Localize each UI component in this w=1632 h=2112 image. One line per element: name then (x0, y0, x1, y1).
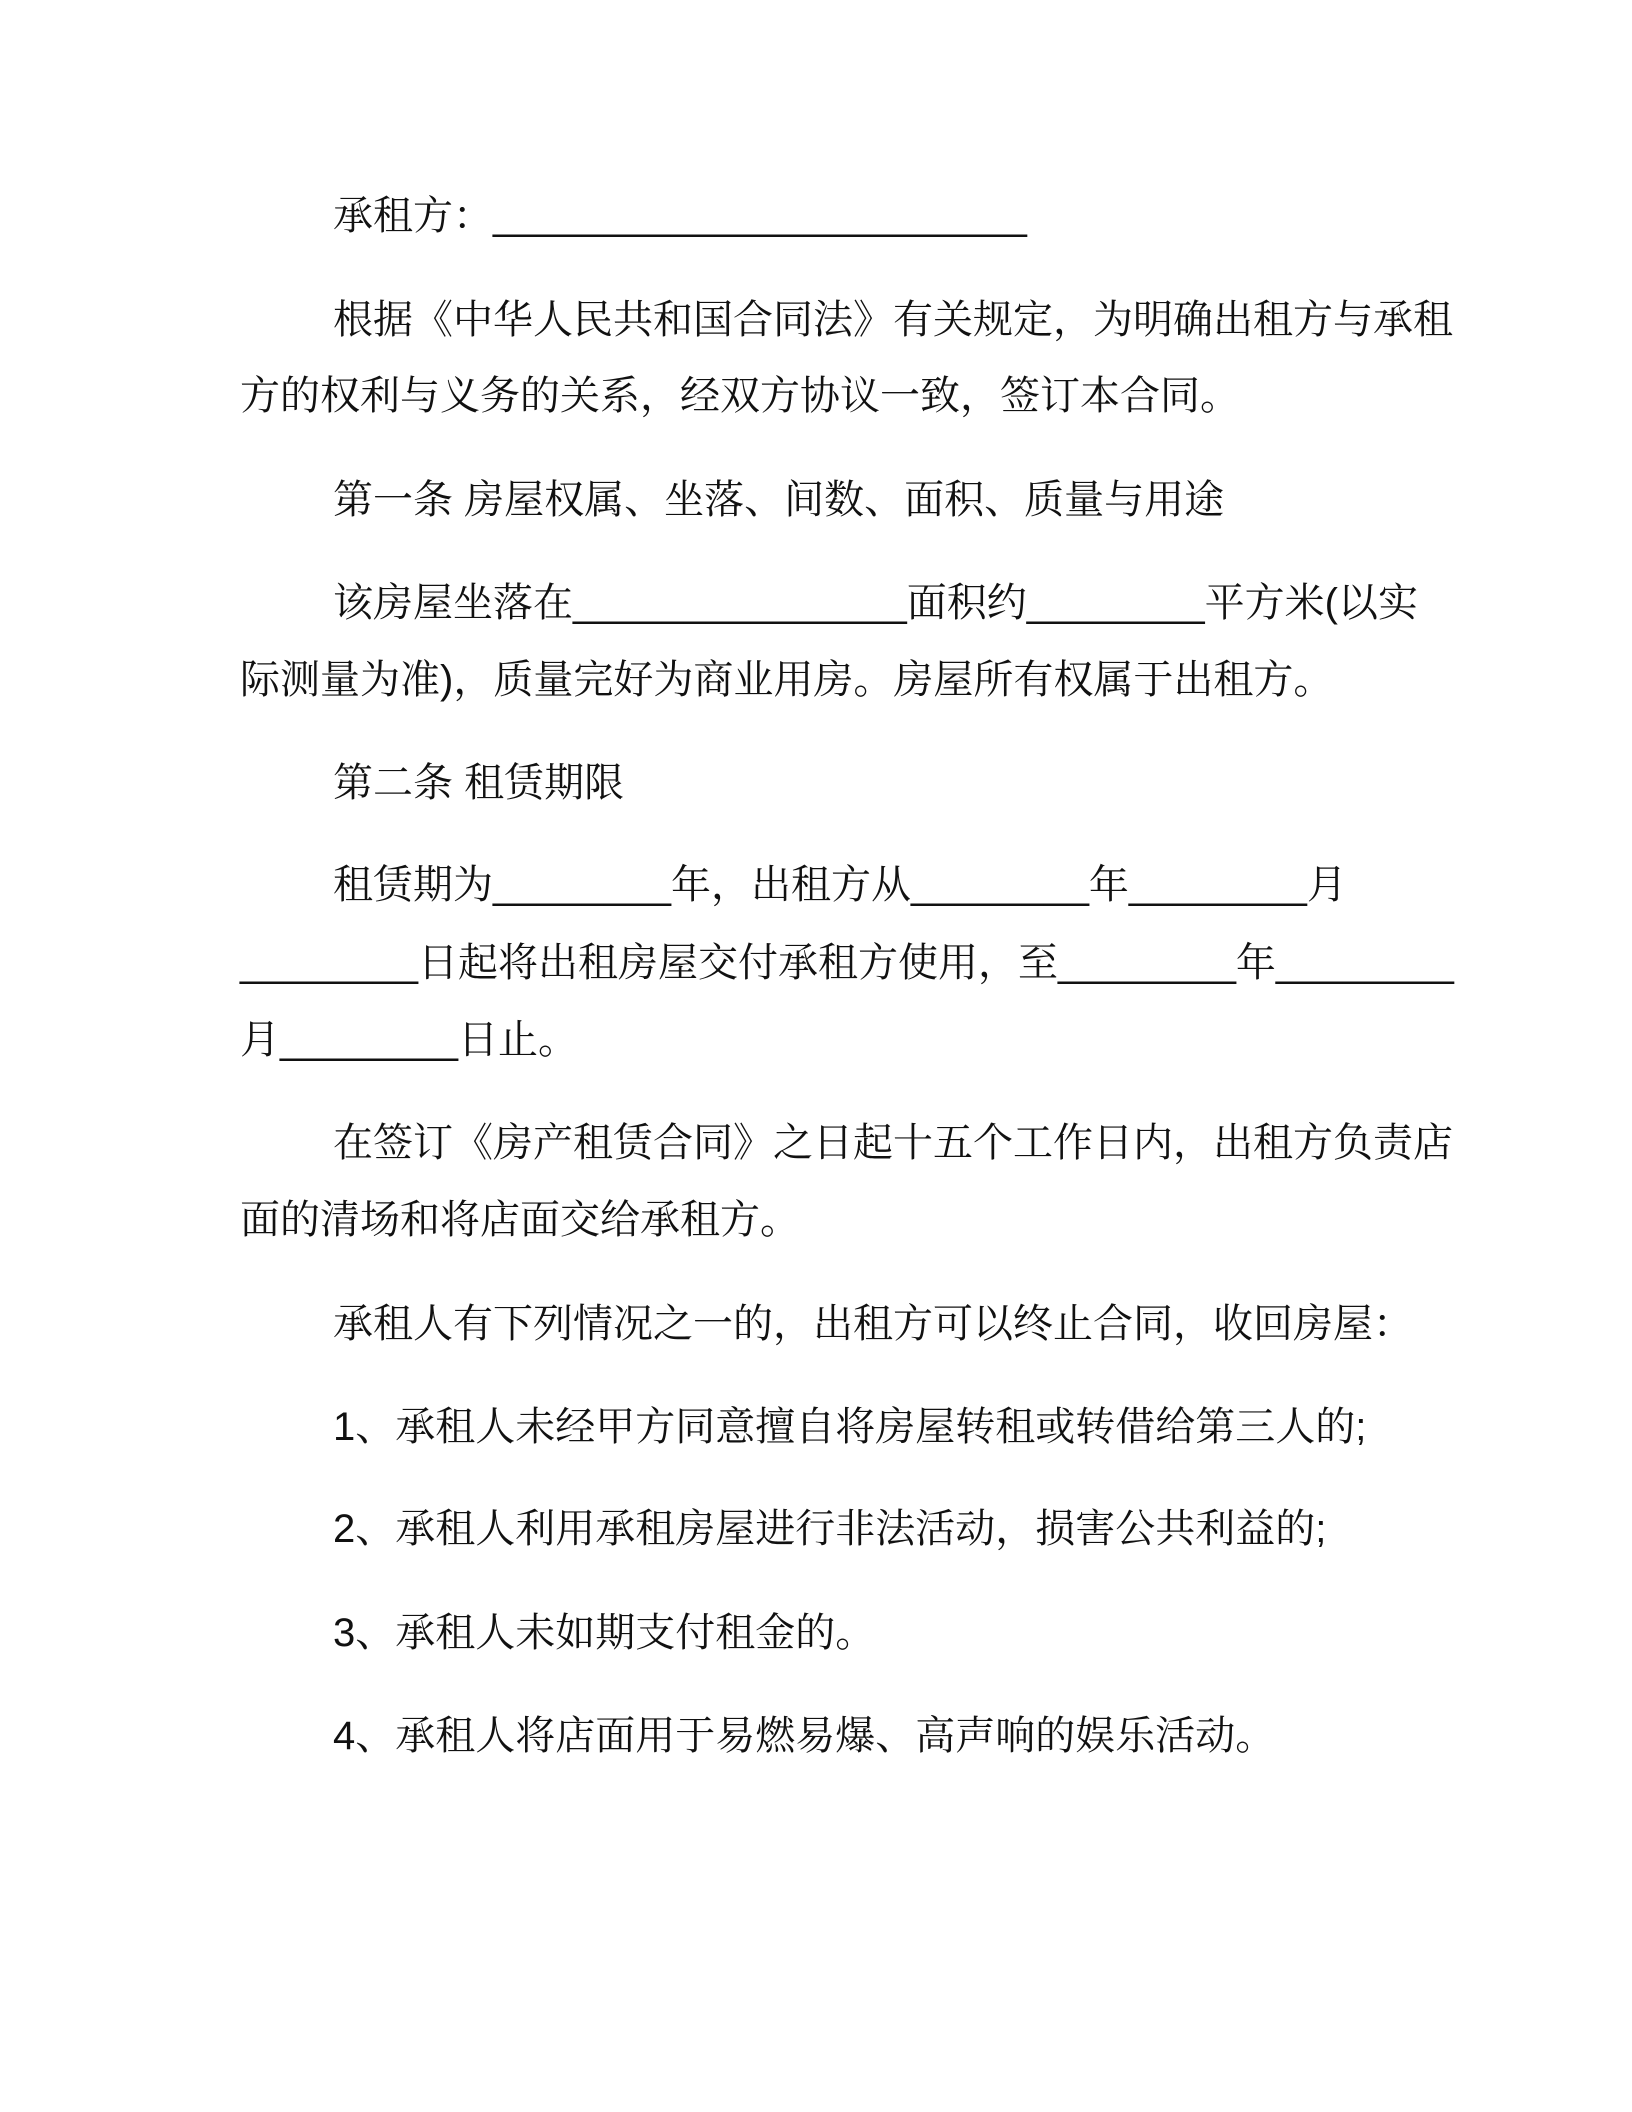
termination-item-1: 1、承租人未经甲方同意擅自将房屋转租或转借给第三人的; (333, 1405, 1367, 1449)
article1-title: 第一条 房屋权属、坐落、间数、面积、质量与用途 (333, 478, 1225, 522)
intro-line-1: 根据《中华人民共和国合同法》有关规定，为明确出租方与承租 (333, 298, 1453, 342)
intro-line-2: 方的权利与义务的关系，经双方协议一致，签订本合同。 (240, 374, 1240, 418)
handover-line-1: 在签订《房产租赁合同》之日起十五个工作日内，出租方负责店 (333, 1121, 1453, 1165)
termination-item-2: 2、承租人利用承租房屋进行非法活动，损害公共利益的; (333, 1507, 1327, 1551)
termination-item-3: 3、承租人未如期支付租金的。 (333, 1611, 876, 1655)
article1-body-line-2: 际测量为准)，质量完好为商业用房。房屋所有权属于出租方。 (240, 658, 1334, 702)
handover-line-2: 面的清场和将店面交给承租方。 (240, 1198, 800, 1242)
article2-term-line-2: ________日起将出租房屋交付承租方使用，至________年________ (240, 941, 1454, 985)
lessee-line: 承租方：________________________ (333, 194, 1027, 238)
article1-body-line-1: 该房屋坐落在_______________面积约________平方米(以实 (333, 581, 1418, 625)
article2-term-line-3: 月________日止。 (240, 1018, 578, 1062)
termination-intro: 承租人有下列情况之一的，出租方可以终止合同，收回房屋： (333, 1302, 1413, 1346)
termination-item-4: 4、承租人将店面用于易燃易爆、高声响的娱乐活动。 (333, 1714, 1276, 1758)
article2-term-line-1: 租赁期为________年，出租方从________年________月 (333, 863, 1347, 907)
article2-title: 第二条 租赁期限 (333, 761, 625, 805)
